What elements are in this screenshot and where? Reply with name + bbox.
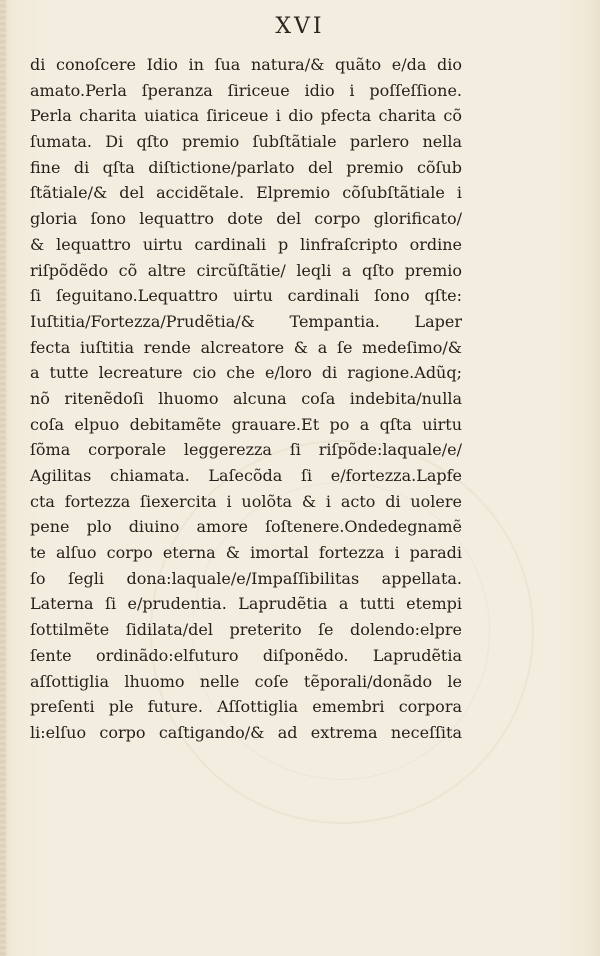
text-line: li:elſuo corpo caſtigando/& ad extrema neceſſita	[30, 722, 462, 742]
text-line: Iuſtitia/Fortezza/Prudẽtia/& Tempantia. Laper	[30, 311, 462, 331]
text-line: te alſuo corpo eterna & imortal fortezza i paradi	[30, 543, 462, 563]
text-line: Perla charita uiatica ſiriceue i dio pfecta charita cõ	[30, 106, 462, 126]
text-line: ſtãtiale/& del accidẽtale. Elpremio cõſubſtãtiale i	[30, 183, 462, 203]
body-text	[30, 52, 462, 746]
text-line: Agilitas chiamata. Laſecõda ſi e/fortezza.Lapfe	[30, 466, 462, 485]
text-line: pene plo diuino amore ſoſtenere.Ondedegnamẽ	[30, 517, 462, 537]
text-line: ſõma corporale leggerezza ſi riſpõde:laquale/e/	[30, 440, 462, 460]
text-line: ſottilmẽte ſidilata/del preterito ſe dolendo:elpre	[30, 620, 462, 640]
text-line: aſſottiglia lhuomo nelle coſe tẽporali/donãdo le	[30, 671, 462, 691]
folio-number: XVI	[275, 14, 325, 39]
text-line: nõ ritenẽdoſi lhuomo alcuna coſa indebita/nulla	[30, 388, 462, 408]
text-line: coſa elpuo debitamẽte grauare.Et po a qſta uirtu	[30, 414, 462, 434]
text-line: riſpõdẽdo cõ altre circũſtãtie/ leqli a qſto premio	[30, 260, 462, 280]
text-line: cta fortezza ſiexercita i uolõta & i acto di uolere	[30, 491, 462, 511]
text-line: a tutte lecreature cio che e/loro di ragione.Adũq;	[30, 363, 462, 383]
text-line: ſumata. Di qſto premio ſubſtãtiale parlero nella	[30, 132, 462, 152]
text-line: ſente ordinãdo:elfuturo diſponẽdo. Laprudẽtia	[30, 645, 462, 665]
text-line: fecta iuſtitia rende alcreatore & a ſe medeſimo/&	[30, 337, 462, 357]
text-line: & lequattro uirtu cardinali p linfraſcripto ordine	[30, 234, 462, 254]
text-line: preſenti ple future. Aſſottiglia emembri corpora	[30, 697, 462, 717]
text-line: ſi ſeguitano.Lequattro uirtu cardinali ſono qſte:	[30, 286, 462, 306]
text-line: ſo ſegli dona:laquale/e/Impaſſibilitas appellata.	[30, 568, 462, 588]
text-line: di conoſcere Idio in ſua natura/& quãto e/da dio	[30, 55, 462, 74]
text-line: gloria ſono lequattro dote del corpo glorificato/	[30, 209, 462, 229]
text-line: amato.Perla ſperanza ſiriceue idio i poſſeſſione.	[30, 80, 462, 100]
text-line: Laterna ſi e/prudentia. Laprudẽtia a tutti etempi	[30, 594, 462, 614]
page-binding-edge	[0, 0, 6, 956]
text-line: fine di qſta diſtictione/parlato del premio cõſub	[30, 157, 462, 177]
